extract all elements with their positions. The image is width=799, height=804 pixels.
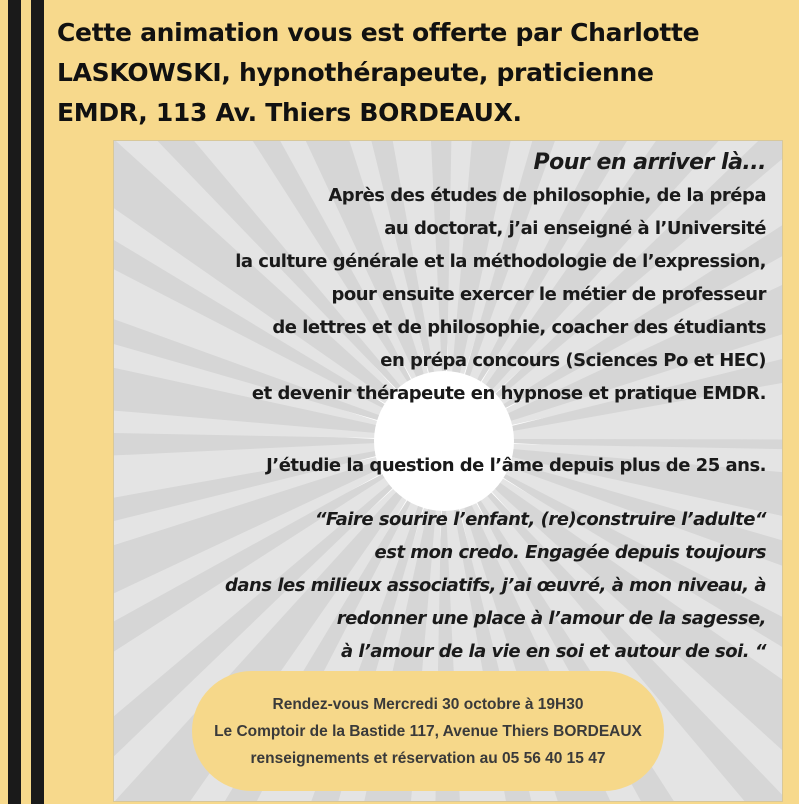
bio-line: de lettres et de philosophie, coacher des étudiants [272, 317, 766, 338]
bio-line: et devenir thérapeute en hypnose et pratique EMDR. [251, 383, 766, 404]
soul-line: J’étudie la question de l’âme depuis plus de 25 ans. [266, 455, 766, 476]
soul-statement [266, 449, 766, 482]
bio-panel [113, 140, 783, 802]
left-stripe-inner [31, 0, 44, 804]
event-date: Rendez-vous Mercredi 30 octobre à 19H30 [272, 695, 584, 713]
quote-line: “Faire sourire l’enfant, (re)construire l’adulte“ [314, 509, 766, 530]
event-info-pill [192, 671, 664, 791]
bio-line: la culture générale et la méthodologie de l’expression, [235, 251, 766, 272]
bio-line: en prépa concours (Sciences Po et HEC) [380, 350, 766, 371]
bio-line: Après des études de philosophie, de la prépa [328, 185, 766, 206]
event-venue: Le Comptoir de la Bastide 117, Avenue Thiers BORDEAUX [214, 722, 642, 740]
left-stripe-outer [8, 0, 21, 804]
bio-heading: Pour en arriver là... [533, 150, 766, 175]
quote-line: dans les milieux associatifs, j’ai œuvré, à mon niveau, à [225, 575, 766, 596]
headline-line: LASKOWSKI, hypnothérapeute, praticienne [57, 58, 654, 87]
bio-intro [235, 146, 766, 410]
quote-line: est mon credo. Engagée depuis toujours [374, 542, 766, 563]
headline-line: Cette animation vous est offerte par Charlotte [57, 18, 700, 47]
credo-quote [225, 503, 766, 668]
quote-line: redonner une place à l’amour de la sagesse, [336, 608, 766, 629]
bio-line: pour ensuite exercer le métier de professeur [331, 284, 766, 305]
headline-line: EMDR, 113 Av. Thiers BORDEAUX. [57, 98, 522, 127]
offer-headline [57, 13, 787, 133]
quote-line: à l’amour de la vie en soi et autour de soi. “ [340, 641, 766, 662]
event-contact: renseignements et réservation au 05 56 40 15 47 [250, 749, 606, 767]
bio-line: au doctorat, j’ai enseigné à l’Université [384, 218, 766, 239]
